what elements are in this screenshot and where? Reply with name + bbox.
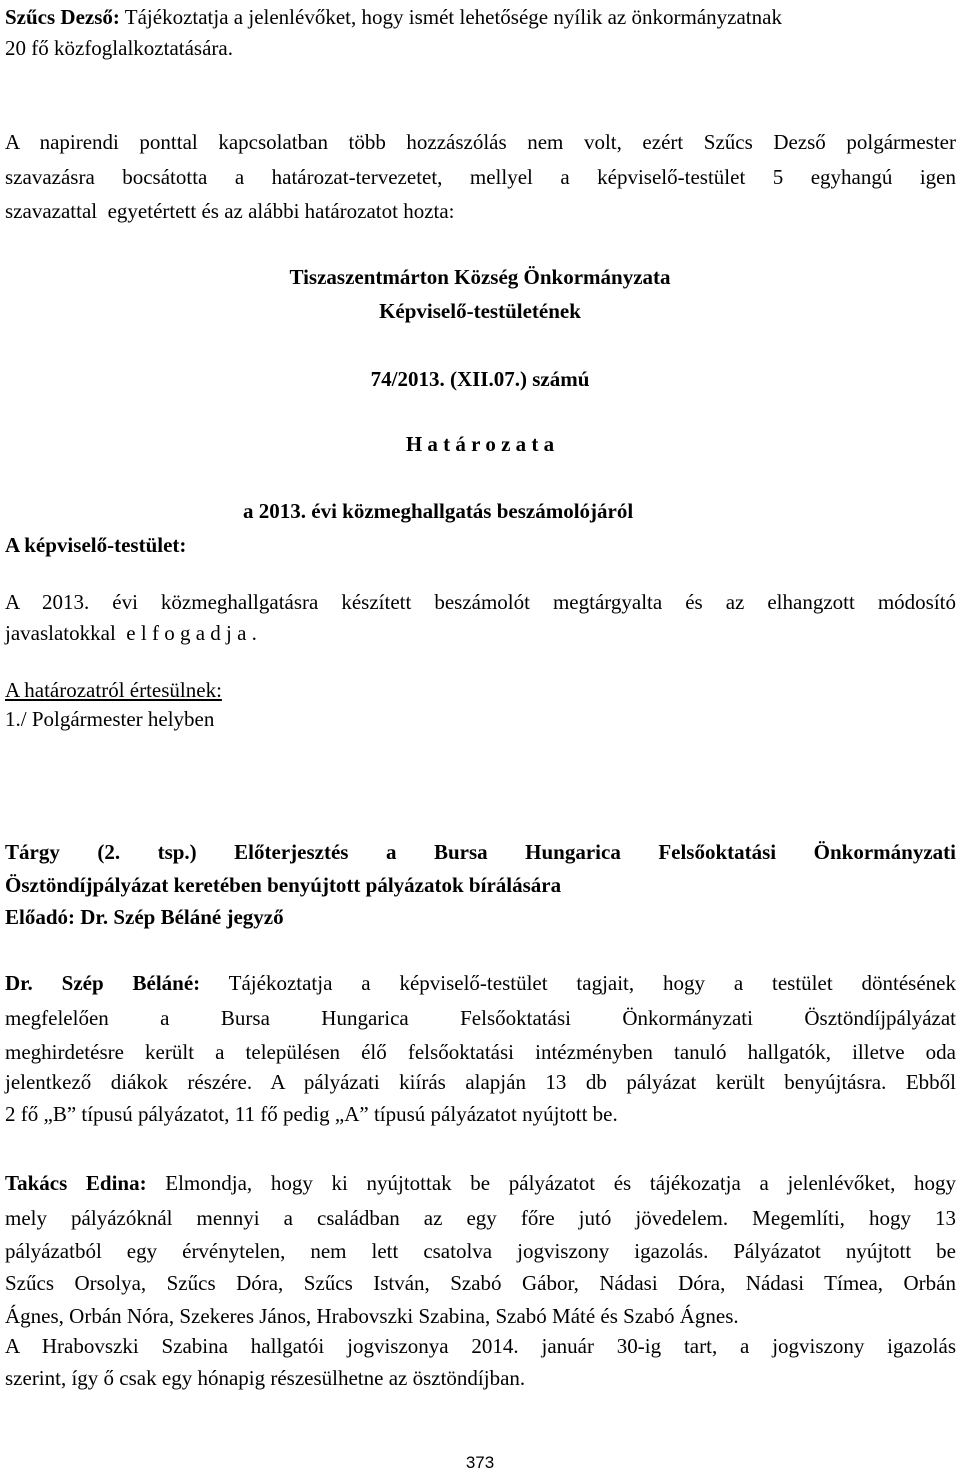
speaker-name: Szűcs Dezső: — [5, 5, 120, 29]
speaker-name: Takács Edina: — [5, 1171, 147, 1195]
agenda-subject-line — [5, 837, 956, 868]
paragraph-line: Szűcs Orsolya, Szűcs Dóra, Szűcs István, Szabó Gábor, Nádasi Dóra, Nádasi Tímea, Orbán — [5, 1271, 956, 1295]
paragraph-line — [5, 2, 956, 33]
paragraph-line — [5, 968, 956, 999]
paragraph-line — [5, 1168, 956, 1199]
paragraph-line: 2 fő „B” típusú pályázatot, 11 fő pedig „A” típusú pályázatot nyújtott be. — [5, 1102, 618, 1126]
paragraph-line: A Hrabovszki Szabina hallgatói jogviszonya 2014. január 30-ig tart, a jogviszony igazolás — [5, 1334, 956, 1358]
agenda-label: Tárgy (2. tsp.) — [5, 840, 197, 864]
paragraph-line: szavazásra bocsátotta a határozat-tervezetet, mellyel a képviselő-testület 5 egyhangú igen — [5, 165, 956, 189]
paragraph-text: Tájékoztatja a jelenlévőket, hogy ismét lehetősége nyílik az önkormányzatnak — [119, 5, 782, 29]
paragraph-line: Ágnes, Orbán Nóra, Szekeres János, Hrabovszki Szabina, Szabó Máté és Szabó Ágnes. — [5, 1304, 739, 1328]
paragraph-line: mely pályázóknál mennyi a családban az egy főre jutó jövedelem. Megemlíti, hogy 13 — [5, 1206, 956, 1230]
paragraph-line: jelentkező diákok részére. A pályázati kiírás alapján 13 db pályázat került benyújtásra. Ebből — [5, 1070, 956, 1094]
page-number: 373 — [465, 1453, 495, 1472]
resolution-body-name: Tiszaszentmárton Község Önkormányzata — [289, 265, 671, 289]
paragraph-line: A napirendi ponttal kapcsolatban több hozzászólás nem volt, ezért Szűcs Dezső polgármester — [5, 130, 956, 154]
paragraph-line: megfelelően a Bursa Hungarica Felsőoktatási Önkormányzati Ösztöndíjpályázat — [5, 1006, 956, 1030]
paragraph-text: Tájékoztatja a képviselő-testület tagjait, hogy a testület döntésének — [200, 971, 956, 995]
resolution-body-sub: Képviselő-testületének — [379, 299, 581, 323]
notify-item: 1./ Polgármester helyben — [5, 707, 215, 731]
paragraph-text: Elmondja, hogy ki nyújtottak be pályázatot és tájékozatja a jelenlévőket, hogy — [146, 1171, 956, 1195]
agenda-subject-line: Ösztöndíjpályázat keretében benyújtott pályázatok bírálására — [5, 873, 562, 897]
resolution-title: H a t á r o z a t a — [405, 432, 555, 456]
paragraph-line: 20 fő közfoglalkoztatására. — [5, 36, 233, 60]
resolution-subject: a 2013. évi közmeghallgatás beszámolójáról — [243, 499, 634, 523]
resolution-text-line: A 2013. évi közmeghallgatásra készített beszámolót megtárgyalta és az elhangzott módosító — [5, 590, 956, 614]
resolution-text-line: javaslatokkal e l f o g a d j a . — [5, 621, 257, 645]
agenda-presenter: Előadó: Dr. Szép Béláné jegyző — [5, 905, 284, 929]
paragraph-line: szerint, így ő csak egy hónapig részesülhetne az ösztöndíjban. — [5, 1366, 526, 1390]
paragraph-line: szavazattal egyetértett és az alábbi határozatot hozta: — [5, 199, 455, 223]
agenda-text: Előterjesztés a Bursa Hungarica Felsőoktatási Önkormányzati — [196, 840, 956, 864]
paragraph-line: pályázatból egy érvénytelen, nem lett csatolva jogviszony igazolás. Pályázatot nyújtott be — [5, 1239, 956, 1263]
resolution-number: 74/2013. (XII.07.) számú — [370, 367, 590, 391]
notify-label: A határozatról értesülnek: — [5, 678, 222, 702]
resolution-actor: A képviselő-testület: — [5, 533, 187, 557]
speaker-name: Dr. Szép Béláné: — [5, 971, 201, 995]
paragraph-line: meghirdetésre került a településen élő felsőoktatási intézményben tanuló hallgatók, illetve oda — [5, 1040, 956, 1064]
